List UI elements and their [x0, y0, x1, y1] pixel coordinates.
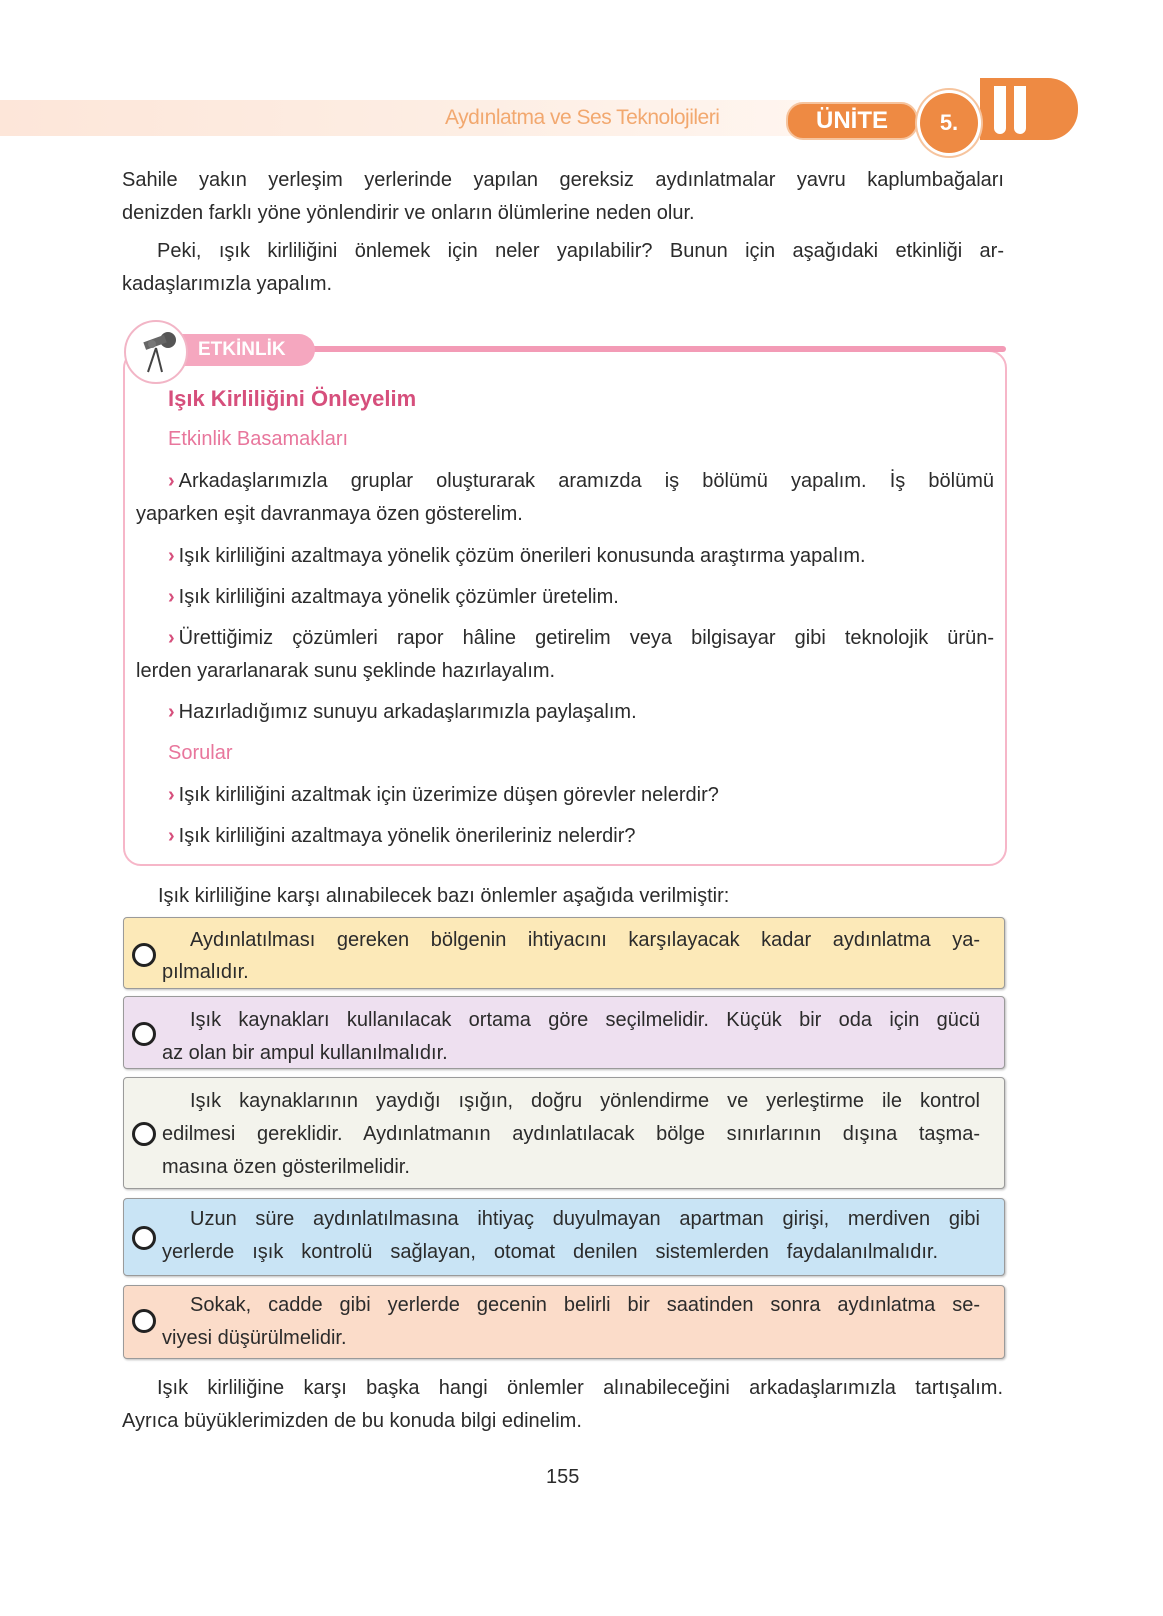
telescope-icon — [124, 320, 188, 384]
step-item: › Işık kirliliğini azaltmaya yönelik çözümler üretelim. — [168, 586, 619, 608]
step-item: › Hazırladığımız sunuyu arkadaşlarımızla paylaşalım. — [168, 701, 637, 723]
radio-circle-icon — [132, 943, 156, 967]
measure-line: pılmalıdır. — [162, 961, 249, 983]
measure-line: viyesi düşürülmelidir. — [162, 1327, 347, 1349]
intro-line: denizden farklı yöne yönlendirir ve onların ölümlerine neden olur. — [122, 202, 695, 224]
step-item-cont: yaparken eşit davranmaya özen gösterelim. — [136, 503, 523, 525]
measure-line: yerlerde ışık kontrolü sağlayan, otomat denilen sistemlerden faydalanılmalıdır. — [162, 1241, 938, 1263]
step-item: › Arkadaşlarımızla gruplar oluşturarak aramızda iş bölümü yapalım. İş bölümü — [168, 470, 994, 492]
closing-line: Ayrıca büyüklerimizden de bu konuda bilgi edinelim. — [122, 1410, 582, 1432]
intro-line: Sahile yakın yerleşim yerlerinde yapılan gereksiz aydınlatmalar yavru kaplumbağaları — [122, 169, 1004, 191]
step-item: › Ürettiğimiz çözümleri rapor hâline getirelim veya bilgisayar gibi teknolojik ürün- — [168, 627, 994, 649]
steps-heading: Etkinlik Basamakları — [168, 428, 349, 450]
question-item: › Işık kirliliğini azaltmaya yönelik önerileriniz nelerdir? — [168, 825, 636, 847]
intro-line: kadaşlarımızla yapalım. — [122, 273, 333, 295]
activity-title: Işık Kirliliğini Önleyelim — [168, 386, 417, 411]
step-item-cont: lerden yararlanarak sunu şeklinde hazırlayalım. — [136, 660, 556, 682]
page-number: 155 — [546, 1466, 580, 1488]
intro-line: Peki, ışık kirliliğini önlemek için neler yapılabilir? Bunun için aşağıdaki etkinliği ar- — [157, 240, 1004, 262]
measure-line: Aydınlatılması gereken bölgenin ihtiyacını karşılayacak kadar aydınlatma ya- — [190, 929, 980, 951]
measure-line: Uzun süre aydınlatılmasına ihtiyaç duyulmayan apartman girişi, merdiven gibi — [190, 1208, 980, 1230]
radio-circle-icon — [132, 1022, 156, 1046]
closing-line: Işık kirliliğine karşı başka hangi önlemler alınabileceğini arkadaşlarımızla tartışalım. — [157, 1377, 1003, 1399]
radio-circle-icon — [132, 1309, 156, 1333]
question-item: › Işık kirliliğini azaltmak için üzerimize düşen görevler nelerdir? — [168, 784, 719, 806]
activity-badge: ETKİNLİK — [180, 334, 315, 366]
measure-line: masına özen gösterilmelidir. — [162, 1156, 410, 1178]
radio-circle-icon — [132, 1226, 156, 1250]
measure-line: Işık kaynakları kullanılacak ortama göre seçilmelidir. Küçük bir oda için gücü — [190, 1009, 980, 1031]
unit-label: ÜNİTE — [786, 102, 918, 140]
questions-heading: Sorular — [168, 742, 233, 764]
activity-divider — [300, 346, 1006, 352]
unit-number: 5. — [917, 90, 981, 156]
step-item: › Işık kirliliğini azaltmaya yönelik çözüm önerileri konusunda araştırma yapalım. — [168, 545, 866, 567]
radio-circle-icon — [132, 1122, 156, 1146]
test-tubes-icon — [980, 78, 1078, 140]
measure-line: edilmesi gereklidir. Aydınlatmanın aydınlatılacak bölge sınırlarının dışına taşma- — [162, 1123, 980, 1145]
chapter-title: Aydınlatma ve Ses Teknolojileri — [445, 106, 720, 129]
measure-line: Işık kaynaklarının yaydığı ışığın, doğru yönlendirme ve yerleştirme ile kontrol — [190, 1090, 980, 1112]
measure-line: Sokak, cadde gibi yerlerde gecenin belirli bir saatinden sonra aydınlatma se- — [190, 1294, 980, 1316]
measure-line: az olan bir ampul kullanılmalıdır. — [162, 1042, 448, 1064]
measures-intro: Işık kirliliğine karşı alınabilecek bazı önlemler aşağıda verilmiştir: — [158, 885, 730, 907]
